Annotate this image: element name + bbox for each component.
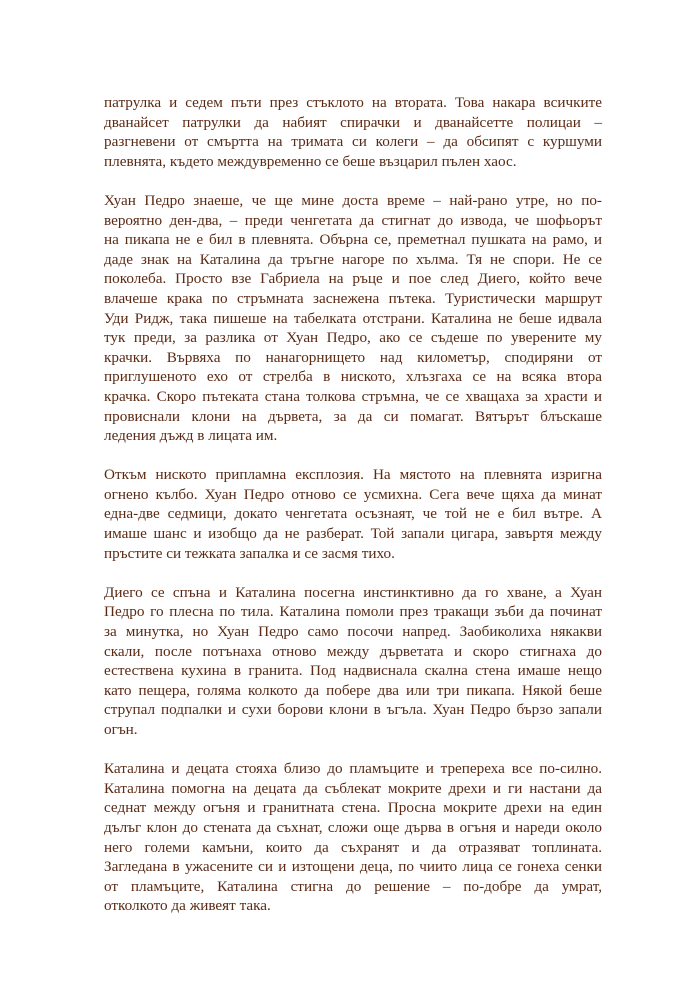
paragraph-4	[104, 583, 602, 740]
body-text	[104, 93, 602, 936]
text-line: крачки. Вървяха по нанагорнището над километър, сподиряни от	[104, 348, 602, 366]
text-line: Диего се спъна и Каталина посегна инстинктивно да го хване, а Хуан	[104, 583, 602, 601]
paragraph-1	[104, 93, 602, 171]
text-line: Хуан Педро знаеше, че ще мине доста време – най-рано утре, но по-	[104, 191, 602, 209]
text-line: него големи камъни, които да съхранят и да отразяват топлината.	[104, 838, 602, 856]
text-line: имаше шанс и изобщо да не разберат. Той запали цигара, завъртя между	[104, 525, 602, 543]
text-line: ледения дъжд в лицата им.	[104, 427, 278, 445]
text-line: даде знак на Каталина да тръгне нагоре по хълма. Тя не спори. Не се	[104, 250, 602, 268]
text-line: скали, после потънаха отново между дърветата и скоро стигнаха до	[104, 642, 602, 660]
text-line: естествена кухина в гранита. Под надвиснала скална стена имаше нещо	[104, 662, 602, 680]
paragraph-3	[104, 465, 602, 563]
text-line: тук преди, за разлика от Хуан Педро, ако се съдеше по уверените му	[104, 329, 602, 347]
text-line: Уди Ридж, така пишеше на табелката отстрани. Каталина не беше идвала	[104, 309, 602, 327]
text-line: от пламъците, Каталина стигна до решение – по-добре да умрат,	[104, 877, 602, 895]
text-line: провиснали клони на дървета, за да си помагат. Вятърът блъскаше	[104, 407, 602, 425]
text-line: огнено кълбо. Хуан Педро отново се усмихна. Сега вече щяха да минат	[104, 485, 602, 503]
text-line: патрулка и седем пъти през стъклото на втората. Това накара всичките	[104, 94, 602, 111]
text-line: огън.	[104, 721, 138, 738]
text-line: Откъм ниското припламна експлозия. На мястото на плевнята изригна	[104, 466, 602, 484]
text-line: дванайсет патрулки да набият спирачки и дванайсетте полицаи –	[104, 113, 602, 131]
text-line: Каталина помогна на децата да съблекат мокрите дрехи и ги настани да	[104, 779, 602, 797]
text-line: на пикапа не е бил в плевнята. Обърна се, преметнал пушката на рамо, и	[104, 231, 602, 249]
text-line: Педро го плесна по тила. Каталина помоли през тракащи зъби да починат	[104, 603, 602, 621]
text-line: разгневени от смъртта на тримата си колеги – да обсипят с куршуми	[104, 133, 602, 151]
paragraph-5	[104, 759, 602, 916]
text-line: вероятно ден-два, – преди ченгетата да стигнат до извода, че шофьорът	[104, 211, 602, 229]
text-line: пръстите си тежката запалка и се засмя тихо.	[104, 544, 395, 562]
text-line: седнат между огъня и гранитната стена. Просна мокрите дрехи на един	[104, 799, 602, 817]
text-line: крачка. Скоро пътеката стана толкова стръмна, че се хващаха за храсти и	[104, 387, 602, 405]
text-line: поколеба. Просто взе Габриела на ръце и пое след Диего, който вече	[104, 270, 602, 288]
text-line: плевнята, където междувременно се беше възцарил пълен хаос.	[104, 152, 517, 170]
text-line: една-две седмици, докато ченгетата осъзнаят, че той не е бил вътре. А	[104, 505, 602, 523]
text-line: отколкото да живеят така.	[104, 897, 271, 915]
text-line: за минутка, но Хуан Педро само посочи напред. Заобиколиха някакви	[104, 623, 602, 641]
text-line: Каталина и децата стояха близо до пламъците и трепереха все по-силно.	[104, 760, 602, 778]
text-line: струпал подпалки и сухи борови клони в ъгъла. Хуан Педро бързо запали	[104, 701, 602, 719]
text-line: дълъг клон до стената да съхнат, сложи още дърва в огъня и нареди около	[104, 818, 602, 836]
text-line: Загледана в ужасените си и изтощени деца, по чиито лица се гонеха сенки	[104, 858, 602, 876]
text-line: като пещера, голяма колкото да побере два или три пикапа. Някой беше	[104, 681, 602, 699]
text-line: приглушеното ехо от стрелба в ниското, хлъзгаха се на всяка втора	[104, 368, 602, 386]
paragraph-2	[104, 191, 602, 446]
text-line: влачеше крака по стръмната заснежена пътека. Туристически маршрут	[104, 289, 602, 307]
